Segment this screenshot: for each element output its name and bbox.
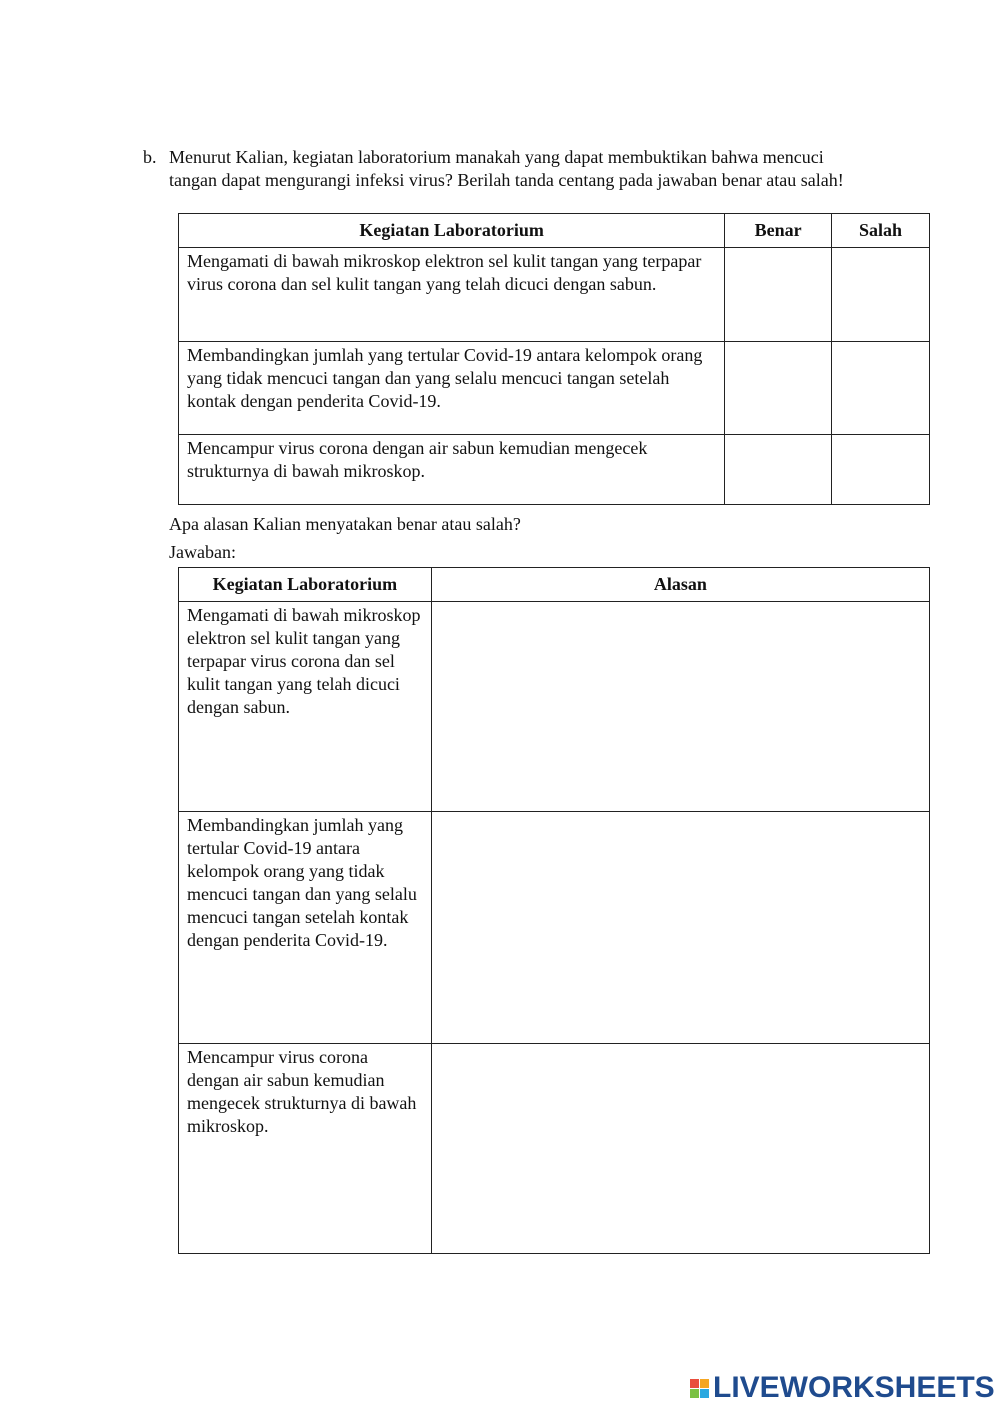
liveworksheets-mark-icon [690,1379,709,1398]
mark-square [690,1389,699,1398]
table-row [179,435,930,505]
table-row [179,602,930,812]
mark-square [690,1379,699,1388]
activity-cell: Membandingkan jumlah yang tertular Covid-19 antara kelompok orang yang tidak mencuci tangan dan yang selalu mencuci tangan setelah kontak dengan penderita Covid-19. [179,812,432,1044]
table-row [179,342,930,435]
activity-cell: Mengamati di bawah mikroskop elektron sel kulit tangan yang terpapar virus corona dan sel kulit tangan yang telah dicuci dengan sabun. [179,602,432,812]
table-row [179,248,930,342]
question-text: Menurut Kalian, kegiatan laboratorium manakah yang dapat membuktikan bahwa mencuci tangan dapat mengurangi infeksi virus? Berilah tanda centang pada jawaban benar atau salah! [169,147,844,190]
brand-name: LIVEWORKSHEETS [713,1371,995,1404]
benar-checkbox-cell[interactable] [725,248,832,342]
salah-checkbox-cell[interactable] [832,342,930,435]
answer-label: Jawaban: [169,542,236,562]
true-false-table [178,213,930,505]
header-alasan: Alasan [431,568,929,602]
activity-cell: Mengamati di bawah mikroskop elektron sel kulit tangan yang terpapar virus corona dan sel kulit tangan yang telah dicuci dengan sabun. [179,248,725,342]
mark-square [700,1389,709,1398]
liveworksheets-logo [690,1370,995,1406]
reason-table [178,567,930,1254]
salah-checkbox-cell[interactable] [832,248,930,342]
activity-cell: Mencampur virus corona dengan air sabun kemudian mengecek strukturnya di bawah mikroskop. [179,1044,432,1254]
mark-square [700,1379,709,1388]
salah-checkbox-cell[interactable] [832,435,930,505]
benar-checkbox-cell[interactable] [725,342,832,435]
table-row [179,1044,930,1254]
benar-checkbox-cell[interactable] [725,435,832,505]
reason-prompt: Apa alasan Kalian menyatakan benar atau salah? [169,514,521,534]
header-kegiatan: Kegiatan Laboratorium [179,568,432,602]
reason-answer-field[interactable] [431,1044,929,1254]
question-marker: b. [143,147,157,167]
reason-answer-field[interactable] [431,812,929,1044]
table-row [179,812,930,1044]
header-kegiatan: Kegiatan Laboratorium [179,214,725,248]
reason-answer-field[interactable] [431,602,929,812]
activity-cell: Membandingkan jumlah yang tertular Covid-19 antara kelompok orang yang tidak mencuci tangan dan yang selalu mencuci tangan setelah kontak dengan penderita Covid-19. [179,342,725,435]
question-b [143,146,873,192]
header-benar: Benar [725,214,832,248]
header-salah: Salah [832,214,930,248]
activity-cell: Mencampur virus corona dengan air sabun kemudian mengecek strukturnya di bawah mikroskop. [179,435,725,505]
